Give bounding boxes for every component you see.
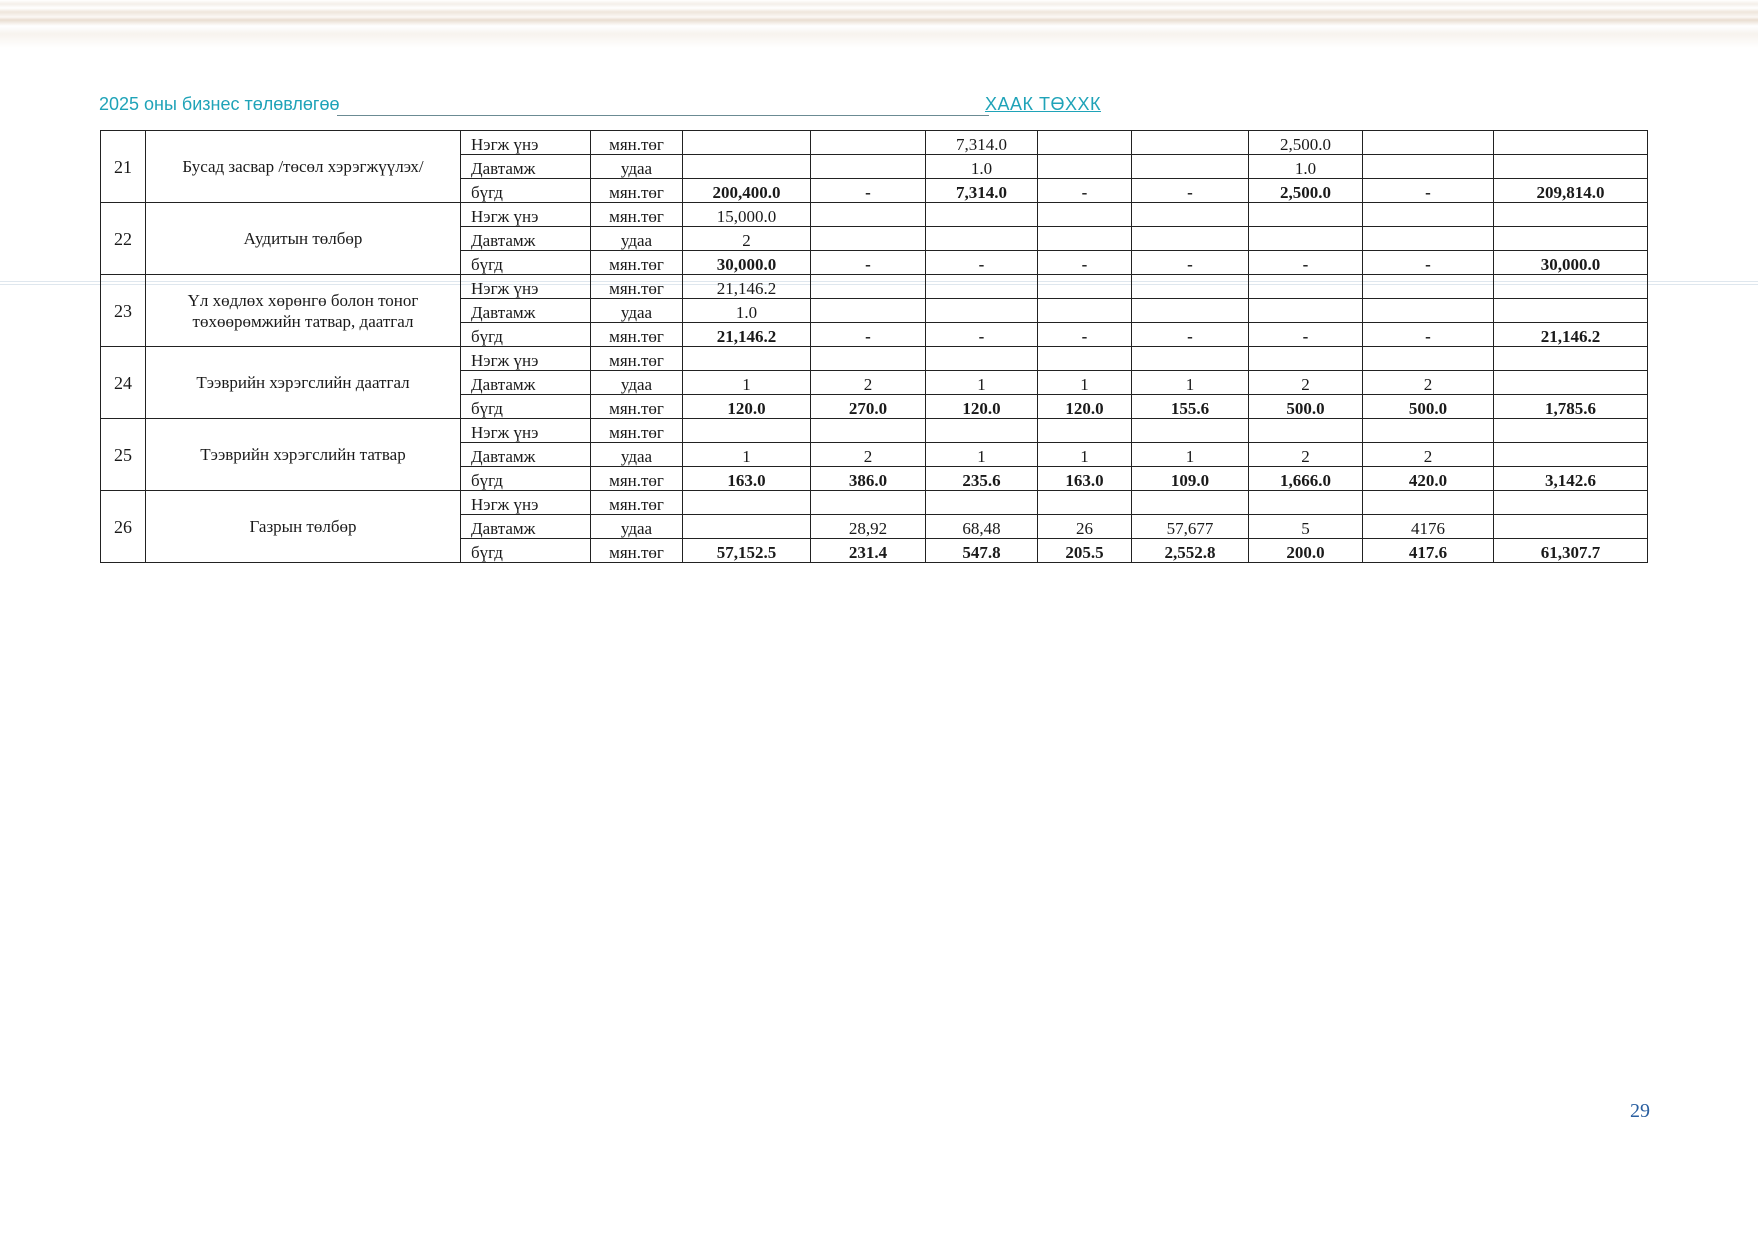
value-cell: [811, 203, 926, 227]
value-cell: [1249, 347, 1363, 371]
page-header: [99, 94, 1101, 120]
item-number: 21: [101, 131, 146, 203]
value-cell: 109.0: [1132, 467, 1249, 491]
item-number: 23: [101, 275, 146, 347]
value-cell: [1363, 491, 1494, 515]
item-name: Газрын төлбөр: [146, 491, 461, 563]
value-cell: [1038, 347, 1132, 371]
value-cell: -: [811, 323, 926, 347]
total-cell: 3,142.6: [1494, 467, 1648, 491]
measure-label: Нэгж үнэ: [461, 347, 591, 371]
value-cell: [1038, 131, 1132, 155]
budget-table: [100, 130, 1648, 563]
value-cell: 1.0: [1249, 155, 1363, 179]
value-cell: 2: [1363, 443, 1494, 467]
value-cell: [683, 419, 811, 443]
item-number: 26: [101, 491, 146, 563]
unit-cell: удаа: [591, 155, 683, 179]
value-cell: [926, 275, 1038, 299]
measure-label: бүгд: [461, 467, 591, 491]
value-cell: 1.0: [926, 155, 1038, 179]
value-cell: [1249, 491, 1363, 515]
value-cell: 4176: [1363, 515, 1494, 539]
value-cell: -: [1363, 179, 1494, 203]
value-cell: [1363, 347, 1494, 371]
value-cell: 231.4: [811, 539, 926, 563]
value-cell: [1249, 275, 1363, 299]
value-cell: 5: [1249, 515, 1363, 539]
total-cell: 21,146.2: [1494, 323, 1648, 347]
value-cell: [1363, 275, 1494, 299]
item-name: Тээврийн хэрэгслийн даатгал: [146, 347, 461, 419]
value-cell: 120.0: [926, 395, 1038, 419]
value-cell: [1363, 131, 1494, 155]
item-name: Аудитын төлбөр: [146, 203, 461, 275]
value-cell: [926, 299, 1038, 323]
total-cell: [1494, 443, 1648, 467]
measure-label: Нэгж үнэ: [461, 131, 591, 155]
value-cell: -: [926, 251, 1038, 275]
value-cell: 57,677: [1132, 515, 1249, 539]
value-cell: 21,146.2: [683, 323, 811, 347]
measure-label: Давтамж: [461, 443, 591, 467]
value-cell: 1: [1038, 371, 1132, 395]
table-row: [101, 347, 1648, 371]
total-cell: [1494, 275, 1648, 299]
value-cell: [1038, 299, 1132, 323]
value-cell: 1: [1038, 443, 1132, 467]
unit-cell: мян.төг: [591, 131, 683, 155]
value-cell: 2,500.0: [1249, 179, 1363, 203]
value-cell: 1: [1132, 371, 1249, 395]
value-cell: [926, 419, 1038, 443]
table-row: [101, 275, 1648, 299]
value-cell: 1: [683, 371, 811, 395]
value-cell: [1132, 227, 1249, 251]
value-cell: [1038, 203, 1132, 227]
table-row: [101, 491, 1648, 515]
unit-cell: мян.төг: [591, 347, 683, 371]
value-cell: [683, 155, 811, 179]
value-cell: -: [811, 179, 926, 203]
value-cell: 200,400.0: [683, 179, 811, 203]
measure-label: бүгд: [461, 251, 591, 275]
total-cell: [1494, 155, 1648, 179]
total-cell: [1494, 227, 1648, 251]
table-row: [101, 419, 1648, 443]
value-cell: 2: [1363, 371, 1494, 395]
value-cell: -: [1363, 323, 1494, 347]
value-cell: [1132, 347, 1249, 371]
measure-label: бүгд: [461, 395, 591, 419]
unit-cell: мян.төг: [591, 491, 683, 515]
value-cell: [811, 155, 926, 179]
header-document-title: 2025 оны бизнес төлөвлөгөө: [99, 94, 340, 114]
total-cell: [1494, 515, 1648, 539]
measure-label: бүгд: [461, 323, 591, 347]
value-cell: [683, 347, 811, 371]
value-cell: [926, 491, 1038, 515]
measure-label: Нэгж үнэ: [461, 419, 591, 443]
total-cell: [1494, 131, 1648, 155]
value-cell: 1: [926, 371, 1038, 395]
unit-cell: мян.төг: [591, 395, 683, 419]
measure-label: Нэгж үнэ: [461, 491, 591, 515]
value-cell: -: [1038, 251, 1132, 275]
value-cell: 417.6: [1363, 539, 1494, 563]
total-cell: [1494, 371, 1648, 395]
total-cell: [1494, 347, 1648, 371]
value-cell: 1.0: [683, 299, 811, 323]
value-cell: 420.0: [1363, 467, 1494, 491]
value-cell: 2: [1249, 443, 1363, 467]
total-cell: [1494, 419, 1648, 443]
value-cell: 205.5: [1038, 539, 1132, 563]
value-cell: -: [1038, 323, 1132, 347]
unit-cell: удаа: [591, 443, 683, 467]
value-cell: -: [1038, 179, 1132, 203]
unit-cell: мян.төг: [591, 179, 683, 203]
value-cell: 1: [926, 443, 1038, 467]
value-cell: 386.0: [811, 467, 926, 491]
table-row: [101, 203, 1648, 227]
total-cell: 61,307.7: [1494, 539, 1648, 563]
item-name: Бусад засвар /төсөл хэрэгжүүлэх/: [146, 131, 461, 203]
item-name: Үл хөдлөх хөрөнгө болон тоног төхөөрөмжийн татвар, даатгал: [146, 275, 461, 347]
value-cell: [1363, 203, 1494, 227]
value-cell: [811, 275, 926, 299]
value-cell: [811, 347, 926, 371]
measure-label: бүгд: [461, 179, 591, 203]
unit-cell: мян.төг: [591, 539, 683, 563]
value-cell: -: [1249, 251, 1363, 275]
value-cell: -: [811, 251, 926, 275]
value-cell: 1: [683, 443, 811, 467]
header-rule: [337, 115, 989, 116]
value-cell: 1,666.0: [1249, 467, 1363, 491]
value-cell: [1038, 419, 1132, 443]
value-cell: 7,314.0: [926, 131, 1038, 155]
page-number: 29: [1630, 1100, 1650, 1122]
measure-label: бүгд: [461, 539, 591, 563]
value-cell: 2: [1249, 371, 1363, 395]
value-cell: [1249, 203, 1363, 227]
value-cell: 155.6: [1132, 395, 1249, 419]
value-cell: [1038, 227, 1132, 251]
value-cell: 270.0: [811, 395, 926, 419]
unit-cell: мян.төг: [591, 419, 683, 443]
value-cell: 120.0: [683, 395, 811, 419]
value-cell: 200.0: [1249, 539, 1363, 563]
value-cell: [1363, 419, 1494, 443]
unit-cell: мян.төг: [591, 251, 683, 275]
value-cell: 547.8: [926, 539, 1038, 563]
page-top-band: [0, 0, 1758, 48]
item-number: 22: [101, 203, 146, 275]
value-cell: [1132, 419, 1249, 443]
value-cell: 163.0: [1038, 467, 1132, 491]
value-cell: 7,314.0: [926, 179, 1038, 203]
value-cell: [811, 227, 926, 251]
value-cell: 2,500.0: [1249, 131, 1363, 155]
value-cell: 57,152.5: [683, 539, 811, 563]
value-cell: 500.0: [1363, 395, 1494, 419]
measure-label: Давтамж: [461, 515, 591, 539]
table-row: [101, 131, 1648, 155]
value-cell: 21,146.2: [683, 275, 811, 299]
value-cell: [683, 131, 811, 155]
total-cell: 209,814.0: [1494, 179, 1648, 203]
value-cell: [1363, 299, 1494, 323]
value-cell: [926, 203, 1038, 227]
value-cell: [1249, 419, 1363, 443]
value-cell: 2,552.8: [1132, 539, 1249, 563]
unit-cell: удаа: [591, 299, 683, 323]
measure-label: Нэгж үнэ: [461, 203, 591, 227]
value-cell: 68,48: [926, 515, 1038, 539]
value-cell: 235.6: [926, 467, 1038, 491]
unit-cell: мян.төг: [591, 323, 683, 347]
unit-cell: мян.төг: [591, 467, 683, 491]
value-cell: -: [926, 323, 1038, 347]
value-cell: [1038, 275, 1132, 299]
value-cell: -: [1132, 323, 1249, 347]
value-cell: [1132, 155, 1249, 179]
value-cell: -: [1249, 323, 1363, 347]
measure-label: Давтамж: [461, 227, 591, 251]
measure-label: Давтамж: [461, 155, 591, 179]
value-cell: 2: [811, 371, 926, 395]
value-cell: 163.0: [683, 467, 811, 491]
value-cell: -: [1132, 179, 1249, 203]
value-cell: -: [1363, 251, 1494, 275]
header-company-name: ХААК ТӨХХК: [985, 94, 1101, 114]
measure-label: Давтамж: [461, 299, 591, 323]
value-cell: [811, 131, 926, 155]
value-cell: [1038, 491, 1132, 515]
value-cell: [1132, 491, 1249, 515]
value-cell: [1132, 299, 1249, 323]
value-cell: [1132, 203, 1249, 227]
unit-cell: мян.төг: [591, 275, 683, 299]
unit-cell: удаа: [591, 227, 683, 251]
value-cell: 120.0: [1038, 395, 1132, 419]
item-name: Тээврийн хэрэгслийн татвар: [146, 419, 461, 491]
unit-cell: удаа: [591, 515, 683, 539]
value-cell: 2: [811, 443, 926, 467]
value-cell: [1249, 299, 1363, 323]
value-cell: [811, 491, 926, 515]
value-cell: [926, 347, 1038, 371]
value-cell: [683, 515, 811, 539]
value-cell: 15,000.0: [683, 203, 811, 227]
value-cell: [683, 491, 811, 515]
value-cell: [1363, 227, 1494, 251]
value-cell: 30,000.0: [683, 251, 811, 275]
value-cell: [1249, 227, 1363, 251]
total-cell: 1,785.6: [1494, 395, 1648, 419]
item-number: 24: [101, 347, 146, 419]
measure-label: Давтамж: [461, 371, 591, 395]
value-cell: 2: [683, 227, 811, 251]
value-cell: [1363, 155, 1494, 179]
value-cell: [926, 227, 1038, 251]
value-cell: [811, 419, 926, 443]
item-number: 25: [101, 419, 146, 491]
total-cell: [1494, 203, 1648, 227]
unit-cell: удаа: [591, 371, 683, 395]
total-cell: [1494, 299, 1648, 323]
value-cell: [1038, 155, 1132, 179]
total-cell: 30,000.0: [1494, 251, 1648, 275]
unit-cell: мян.төг: [591, 203, 683, 227]
value-cell: 26: [1038, 515, 1132, 539]
value-cell: 500.0: [1249, 395, 1363, 419]
value-cell: [1132, 275, 1249, 299]
value-cell: -: [1132, 251, 1249, 275]
measure-label: Нэгж үнэ: [461, 275, 591, 299]
value-cell: [1132, 131, 1249, 155]
value-cell: 28,92: [811, 515, 926, 539]
total-cell: [1494, 491, 1648, 515]
value-cell: [811, 299, 926, 323]
value-cell: 1: [1132, 443, 1249, 467]
